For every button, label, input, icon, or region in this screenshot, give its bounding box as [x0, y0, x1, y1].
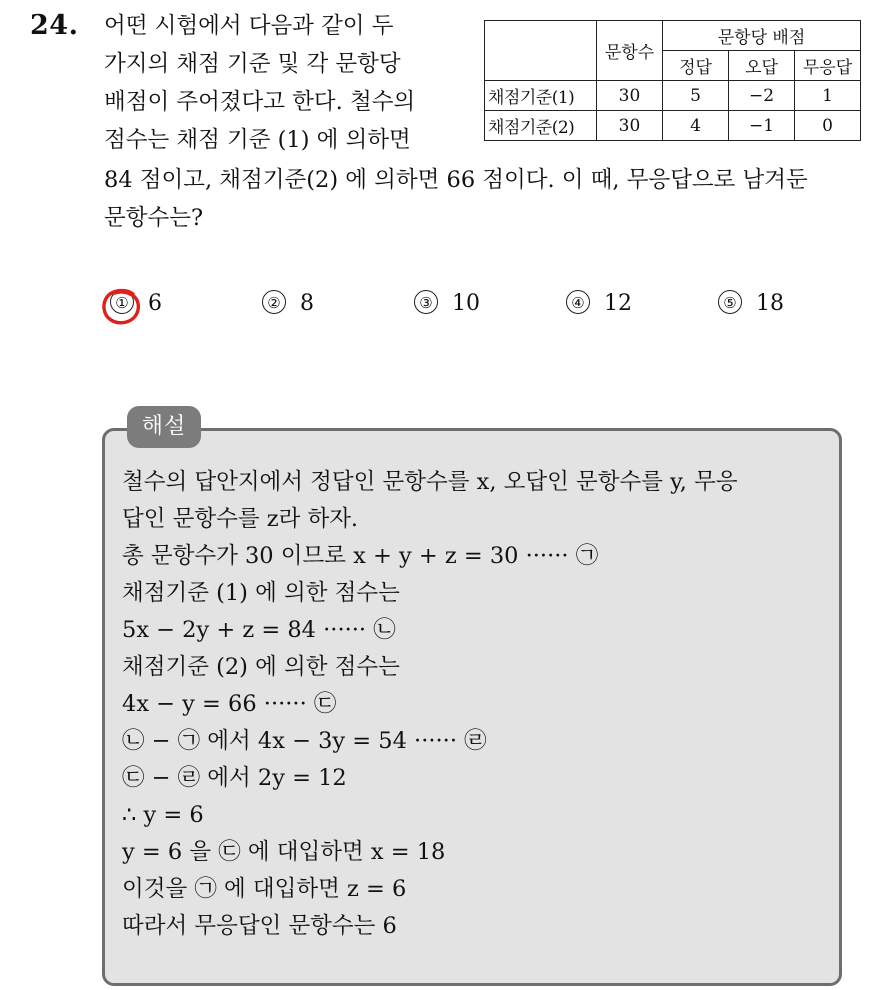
choice-3-number: ③ [414, 290, 438, 314]
header-correct: 정답 [663, 51, 729, 81]
choice-1-value: 6 [148, 291, 162, 316]
question-line-1: 어떤 시험에서 다음과 같이 두 [104, 13, 394, 39]
row-label: 채점기준(2) [485, 111, 597, 141]
solution-line-12: 이것을 ㉠ 에 대입하면 z = 6 [122, 876, 407, 902]
choice-3[interactable] [414, 290, 480, 316]
solution-line-11: y = 6 을 ㉢ 에 대입하면 x = 18 [122, 839, 446, 865]
row-correct: 5 [663, 81, 729, 111]
table-row [485, 111, 861, 141]
question-line-4: 점수는 채점 기준 (1) 에 의하면 [104, 127, 411, 153]
row-wrong: −1 [729, 111, 795, 141]
question-line-3: 배점이 주어졌다고 한다. 철수의 [104, 89, 416, 115]
table-corner-cell [485, 21, 597, 81]
solution-line-4: 채점기준 (1) 에 의한 점수는 [122, 580, 400, 606]
table-row [485, 81, 861, 111]
scoring-table [484, 20, 861, 141]
choice-4[interactable] [566, 290, 632, 316]
row-count: 30 [597, 111, 663, 141]
choice-4-value: 12 [604, 291, 632, 316]
question-line-5: 84 점이고, 채점기준(2) 에 의하면 66 점이다. 이 때, 무응답으로 남겨둔 [104, 167, 808, 193]
solution-line-8: ㉡ − ㉠ 에서 4x − 3y = 54 ······ ㉣ [122, 728, 487, 754]
question-number: 24. [30, 10, 79, 41]
solution-line-9: ㉢ − ㉣ 에서 2y = 12 [122, 765, 347, 791]
choice-2-value: 8 [300, 291, 314, 316]
question-line-2: 가지의 채점 기준 및 각 문항당 [104, 51, 401, 77]
answer-circle-mark-icon [100, 286, 142, 326]
row-correct: 4 [663, 111, 729, 141]
choice-5-value: 18 [756, 291, 784, 316]
question-line-6: 문항수는? [104, 205, 204, 231]
solution-line-2: 답인 문항수를 z라 하자. [122, 506, 359, 532]
solution-line-5: 5x − 2y + z = 84 ······ ㉡ [122, 617, 396, 643]
solution-line-7: 4x − y = 66 ······ ㉢ [122, 691, 337, 717]
solution-line-10: ∴ y = 6 [122, 802, 204, 828]
header-count: 문항수 [597, 21, 663, 81]
choice-2-number: ② [262, 290, 286, 314]
solution-line-1: 철수의 답안지에서 정답인 문항수를 x, 오답인 문항수를 y, 무응 [122, 469, 738, 495]
choice-2[interactable] [262, 290, 314, 316]
choice-4-number: ④ [566, 290, 590, 314]
row-none: 0 [795, 111, 861, 141]
row-label: 채점기준(1) [485, 81, 597, 111]
solution-line-6: 채점기준 (2) 에 의한 점수는 [122, 654, 400, 680]
choice-5[interactable] [718, 290, 784, 316]
header-wrong: 오답 [729, 51, 795, 81]
choice-1-number: ① [110, 290, 134, 314]
solution-line-3: 총 문항수가 30 이므로 x + y + z = 30 ······ ㉠ [122, 543, 599, 569]
row-wrong: −2 [729, 81, 795, 111]
solution-line-13: 따라서 무응답인 문항수는 6 [122, 913, 397, 939]
solution-tag: 해설 [127, 406, 201, 448]
row-count: 30 [597, 81, 663, 111]
choice-5-number: ⑤ [718, 290, 742, 314]
header-none: 무응답 [795, 51, 861, 81]
header-score: 문항당 배점 [663, 21, 861, 51]
row-none: 1 [795, 81, 861, 111]
choice-3-value: 10 [452, 291, 480, 316]
